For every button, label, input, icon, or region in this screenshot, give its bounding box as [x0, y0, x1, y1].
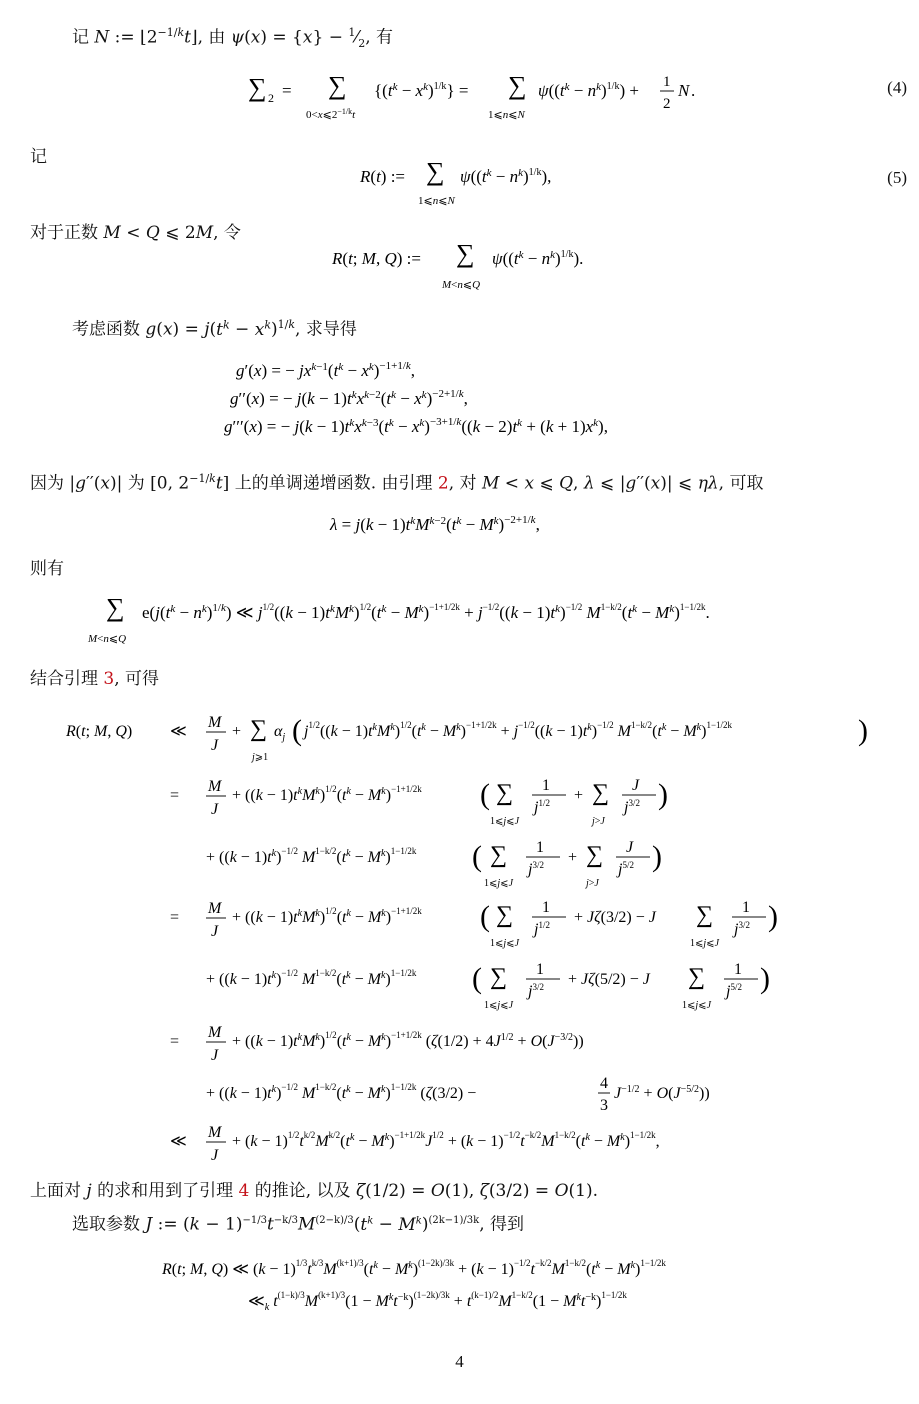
svg-text:(: (	[480, 778, 490, 811]
svg-text:j5/2: $j^{5/2}$	[726, 982, 742, 1000]
lemma-4-link[interactable]: 4	[238, 1181, 250, 1201]
svg-text:=: =	[282, 81, 292, 100]
svg-text:J: J	[626, 839, 634, 856]
svg-text:1⩽j⩽J: 1⩽j⩽J	[490, 816, 520, 827]
svg-text:(: (	[472, 962, 482, 995]
svg-text:=: =	[170, 1033, 180, 1050]
svg-text:+: +	[232, 723, 242, 740]
equation-rtmq	[332, 240, 622, 294]
lemma-3-link[interactable]: 3	[103, 669, 115, 689]
svg-text:): )	[658, 778, 668, 811]
svg-text:+ Jζ(5/2) − J: + Jζ(5/2) − J	[568, 971, 650, 988]
svg-text:j3/2: $j^{3/2}$	[734, 920, 750, 938]
svg-text:g′′′(x) = − j(k − 1)tkxk−3(tk: g′′′(x) = − $j(k - 1)t^kx^{k-3}(t^k - x^k)^{-3+1/k}((k - 2)t^k + (k + 1)x^k)$,	[224, 416, 608, 436]
svg-text:(: (	[472, 840, 482, 873]
text-line-choose-J: 选取参数 J := $(k - 1)^{-1/3}t^{-k/3}M^{(2-k)/3}(t^k - M^k)^{(2k-1)/3k}$, 得到	[72, 1214, 525, 1235]
svg-text:∑: ∑	[426, 157, 445, 186]
derivation-block: M J R(t; M, Q) ≪ + ∑ j⩾1 $\alpha_j$ ( $j^{1/2}((k - 1)t^kM^k)^{1/2}(t^k - M^k)^{-1+1/2k} + j^{-1/2}((k - 1)t^k)^{-1/2}$ $M^{1-k/2}(t^k - M^k)^{1-1/2k}$ ) = + $((k - 1)t^kM^k)^{1/2}(t^k - M^k)^{-1+1/2k}$ ( ∑ 1⩽j⩽J 1 $j^{1/2}$ + ∑ j>J J $j^{3/2}$ ) + $((k - 1)t^k)^{-1/2}$ $M^{1-k/2}(t^k - M^k)^{1-1/2k}$ ( ∑ 1⩽j⩽J 1 $j^{3/2}$ + ∑ j>J J $j^{5/2}$ ) = + $((k - 1)t^kM^k)^{1/2}(t^k - M^k)^{-1+1/2k}$ ( ∑ 1⩽j⩽J 1 $j^{1/2}$ + Jζ(3/2) − J ∑ 1⩽j⩽J 1 $j^{3/2}$ ) + $((k - 1)t^k)^{-1/2}$ $M^{1-k/2}(t^k - M^k)^{1-1/2k}$ ( ∑ 1⩽j⩽J 1 $j^{3/2}$ + Jζ(5/2) − J ∑ 1⩽j⩽J 1 $j^{5/2}$ ) = + $((k - 1)t^kM^k)^{1/2}(t^k - M^k)^{-1+1/2k}$ $(\zeta(1/2) + 4J^{1/2} + O(J^{-3/2}))$ + $((k - 1)t^k)^{-1/2}$ $M^{1-k/2}(t^k - M^k)^{1-1/2k}$ (ζ(3/2) − 4 3 $J^{-1/2} + O(J^{-5/2})$) ≪ + $(k - 1)^{1/2}t^{k/2}M^{k/2}(t^k - M^k)^{-1+1/2k}J^{1/2} + (k - 1)^{-1/2}t^{-k/2}M^{1-k/2}(t^k - M^k)^{1-1/2k}$,	[66, 704, 876, 1164]
final-estimate	[162, 1252, 782, 1316]
svg-text:R(t; M, Q) ≪ (k − 1)1/3tk/3M(k: R(t; M, Q) ≪ $(k - 1)^{1/3}t^{k/3}M^{(k+1)/3}(t^k - M^k)^{(1-2k)/3k} + (k - 1)^{-1/2}t^{-k/2}M^{1-k/2}(t^k - M^k)^{1-1/2k}$	[162, 1258, 666, 1278]
text-line-monotone: 因为 |g′′(x)| 为 [0, $2^{-1/k}t$] 上的单调递增函数. 由引理 2, 对 M < x ⩽ Q, λ ⩽ |g′′(x)| ⩽ ηλ, 可取	[30, 472, 764, 494]
svg-text:+ Jζ(3/2) − J: + Jζ(3/2) − J	[574, 909, 656, 926]
svg-text:(: (	[292, 714, 302, 747]
svg-text:=: =	[170, 909, 180, 926]
svg-text:∑: ∑	[696, 902, 714, 928]
svg-text:∑: ∑	[592, 780, 610, 806]
svg-text:j>J: j>J	[586, 878, 599, 889]
svg-text:J−1/2 + O(J−5/2)): $J^{-1/2} + O(J^{-5/2})$)	[614, 1084, 710, 1102]
derivative-equations	[224, 358, 724, 442]
svg-text:{(tk − xk)1/k} =: $\{(t^k - x^k)^{1/k}\}$ =	[374, 81, 469, 100]
svg-text:1: 1	[542, 777, 550, 794]
svg-text:.: .	[691, 81, 696, 100]
text-line-lemma4: 上面对 j 的求和用到了引理 4 的推论, 以及 ζ(1/2) = O(1), ζ(3/2) = O(1).	[30, 1181, 599, 1201]
page-number: 4	[455, 1352, 464, 1371]
svg-text:ψ((tk − nk)1/k).: $\psi((t^k - n^k)^{1/k})$.	[492, 249, 584, 268]
svg-text:2: 2	[268, 91, 274, 105]
svg-text:j>J: j>J	[592, 816, 605, 827]
svg-text:≪: ≪	[170, 1133, 187, 1150]
svg-text:1⩽j⩽J: 1⩽j⩽J	[490, 938, 520, 949]
svg-text:1: 1	[742, 899, 750, 916]
svg-text:∑: ∑	[508, 71, 527, 100]
svg-text:≪: ≪	[170, 723, 187, 740]
svg-text:j1/2: $j^{1/2}$	[534, 798, 550, 816]
svg-text:4: 4	[600, 1075, 608, 1092]
svg-text:1⩽j⩽J: 1⩽j⩽J	[682, 1000, 712, 1011]
svg-text:+: +	[568, 849, 578, 866]
svg-text:≪k t(1−k)/3M(k+1)/3(1 − Mkt−k): $≪_k$ $t^{(1-k)/3}M^{(k+1)/3}(1 - M^kt^{-k})^{(1-2k)/3k} + t^{(k-1)/2}M^{1-k/2}(1 - M^kt^{-k})^{1-1/2k}$	[248, 1290, 627, 1313]
svg-text:j1/2: $j^{1/2}$	[534, 920, 550, 938]
svg-text:j3/2: $j^{3/2}$	[528, 860, 544, 878]
text-line-consider: 考虑函数 $g(x) = j(t^k - x^k)^{1/k}$, 求导得	[72, 318, 357, 340]
svg-text:M<n⩽Q: M<n⩽Q	[88, 633, 127, 645]
svg-text:∑: ∑	[250, 716, 268, 742]
svg-text:+ ((k − 1)tk)−1/2 M1−k/2(tk −: + $((k - 1)t^k)^{-1/2}$ $M^{1-k/2}(t^k - M^k)^{1-1/2k}$	[206, 846, 417, 866]
svg-text:1⩽j⩽J: 1⩽j⩽J	[484, 878, 514, 889]
svg-text:1: 1	[734, 961, 742, 978]
svg-text:g′′(x) = − j(k − 1)tkxk−2(tk −: g′′(x) = − $j(k - 1)t^kx^{k-2}(t^k - x^k)^{-2+1/k}$,	[230, 388, 468, 408]
svg-text:j3/2: $j^{3/2}$	[624, 798, 640, 816]
svg-text:αj: $\alpha_j$	[274, 723, 286, 743]
equation-exp-sum	[88, 592, 868, 648]
svg-text:=: =	[170, 787, 180, 804]
svg-text:+ ((k − 1)tk)−1/2 M1−k/2(tk −: + $((k - 1)t^k)^{-1/2}$ $M^{1-k/2}(t^k - M^k)^{1-1/2k}$ (ζ(3/2) −	[206, 1082, 477, 1102]
svg-text:j3/2: $j^{3/2}$	[528, 982, 544, 1000]
svg-text:+ ((k − 1)tk)−1/2 M1−k/2(tk −: + $((k - 1)t^k)^{-1/2}$ $M^{1-k/2}(t^k - M^k)^{1-1/2k}$	[206, 968, 417, 988]
svg-text:∑: ∑	[248, 73, 267, 102]
svg-text:1⩽n⩽N: 1⩽n⩽N	[488, 109, 525, 121]
text-line-intro: 记 N := $⌊2^{-1/k}t⌋$, 由 $\psi(x) = \{x\} - ^1⁄_2$, 有	[72, 26, 393, 51]
svg-text:1⩽j⩽J: 1⩽j⩽J	[484, 1000, 514, 1011]
svg-text:j1/2((k − 1)tkMk)1/2(tk − Mk)−: $j^{1/2}((k - 1)t^kM^k)^{1/2}(t^k - M^k)^{-1+1/2k} + j^{-1/2}((k - 1)t^k)^{-1/2}$ $M^{1-k/2}(t^k - M^k)^{1-1/2k}$	[304, 720, 733, 740]
svg-text:ψ((tk − nk)1/k),: $\psi((t^k - n^k)^{1/k})$,	[460, 167, 552, 186]
svg-text:N: N	[678, 81, 690, 100]
svg-text:+ ((k − 1)tkMk)1/2(tk − Mk)−1+: + $((k - 1)t^kM^k)^{1/2}(t^k - M^k)^{-1+1/2k}$	[232, 906, 422, 926]
svg-text:ψ((tk − nk)1/k) +: $\psi((t^k - n^k)^{1/k})$ +	[538, 81, 639, 100]
equation-4	[248, 72, 708, 124]
svg-text:R(t) :=: R(t) :=	[360, 167, 406, 186]
text-line-define: 记	[30, 147, 47, 167]
svg-text:+ ((k − 1)tkMk)1/2(tk − Mk)−1+: + $((k - 1)t^kM^k)^{1/2}(t^k - M^k)^{-1+1/2k}$	[232, 784, 422, 804]
svg-text:0<x⩽2−1/kt: $0<x⩽2^{-1/k}t$	[306, 107, 356, 121]
svg-text:g′(x) = − jxk−1(tk − xk)−1+1/k: g′(x) = − $jx^{k-1}(t^k - x^k)^{-1+1/k}$,	[236, 360, 416, 380]
svg-text:2: 2	[663, 96, 671, 112]
text-line-combine: 结合引理 3, 可得	[30, 669, 160, 689]
svg-text:∑: ∑	[456, 239, 475, 268]
svg-text:+: +	[574, 787, 584, 804]
equation-lambda	[330, 512, 630, 538]
svg-text:): )	[768, 900, 778, 933]
svg-text:∑: ∑	[490, 964, 508, 990]
svg-text:M<n⩽Q: M<n⩽Q	[442, 279, 481, 291]
equation-number-4: (4)	[887, 78, 907, 97]
svg-text:+ ((k − 1)tkMk)1/2(tk − Mk)−1+: + $((k - 1)t^kM^k)^{1/2}(t^k - M^k)^{-1+1/2k}$ $(\zeta(1/2) + 4J^{1/2} + O(J^{-3/2}))$	[232, 1030, 584, 1050]
lemma-2-link[interactable]: 2	[437, 473, 449, 494]
svg-text:∑: ∑	[586, 842, 604, 868]
svg-text:∑: ∑	[688, 964, 706, 990]
svg-text:R(t; M, Q): R(t; M, Q)	[66, 723, 133, 740]
svg-text:1: 1	[542, 899, 550, 916]
svg-text:∑: ∑	[328, 71, 347, 100]
svg-text:j⩾1: j⩾1	[252, 752, 269, 763]
svg-text:1⩽j⩽J: 1⩽j⩽J	[690, 938, 720, 949]
svg-text:∑: ∑	[496, 902, 514, 928]
svg-text:e(j(tk − nk)1/k) ≪ j1/2((k − 1: $e(j(t^k - n^k)^{1/k})$ ≪ $j^{1/2}((k - 1)t^kM^k)^{1/2}(t^k - M^k)^{-1+1/2k} + j^{-1/2}((k - 1)t^k)^{-1/2}$ $M^{1-k/2}(t^k - M^k)^{1-1/2k}$.	[142, 602, 710, 622]
svg-text:3: 3	[600, 1097, 608, 1114]
svg-text:∑: ∑	[106, 593, 125, 622]
text-line-then: 则有	[30, 559, 64, 579]
svg-text:(: (	[480, 900, 490, 933]
svg-text:j5/2: $j^{5/2}$	[618, 860, 634, 878]
equation-5	[360, 158, 600, 210]
svg-text:): )	[858, 714, 868, 747]
svg-text:∑: ∑	[490, 842, 508, 868]
svg-text:λ = j(k − 1)tkMk−2(tk − Mk)−2+: $\lambda = j(k - 1)t^kM^{k-2}(t^k - M^k)^{-2+1/k}$,	[330, 514, 540, 534]
svg-text:∑: ∑	[496, 780, 514, 806]
svg-text:1: 1	[536, 839, 544, 856]
svg-text:): )	[760, 962, 770, 995]
equation-number-5: (5)	[887, 168, 907, 187]
svg-text:1: 1	[663, 74, 671, 90]
svg-text:+ (k − 1)1/2tk/2Mk/2(tk − Mk)−: + $(k - 1)^{1/2}t^{k/2}M^{k/2}(t^k - M^k)^{-1+1/2k}J^{1/2} + (k - 1)^{-1/2}t^{-k/2}M^{1-k/2}(t^k - M^k)^{1-1/2k}$,	[232, 1130, 660, 1150]
svg-text:R(t; M, Q) :=: R(t; M, Q) :=	[332, 249, 421, 268]
text-line-positive: 对于正数 M < Q ⩽ 2M, 令	[30, 223, 241, 243]
svg-text:1⩽n⩽N: 1⩽n⩽N	[418, 195, 455, 207]
svg-text:J: J	[632, 777, 640, 794]
svg-text:): )	[652, 840, 662, 873]
svg-text:1: 1	[536, 961, 544, 978]
